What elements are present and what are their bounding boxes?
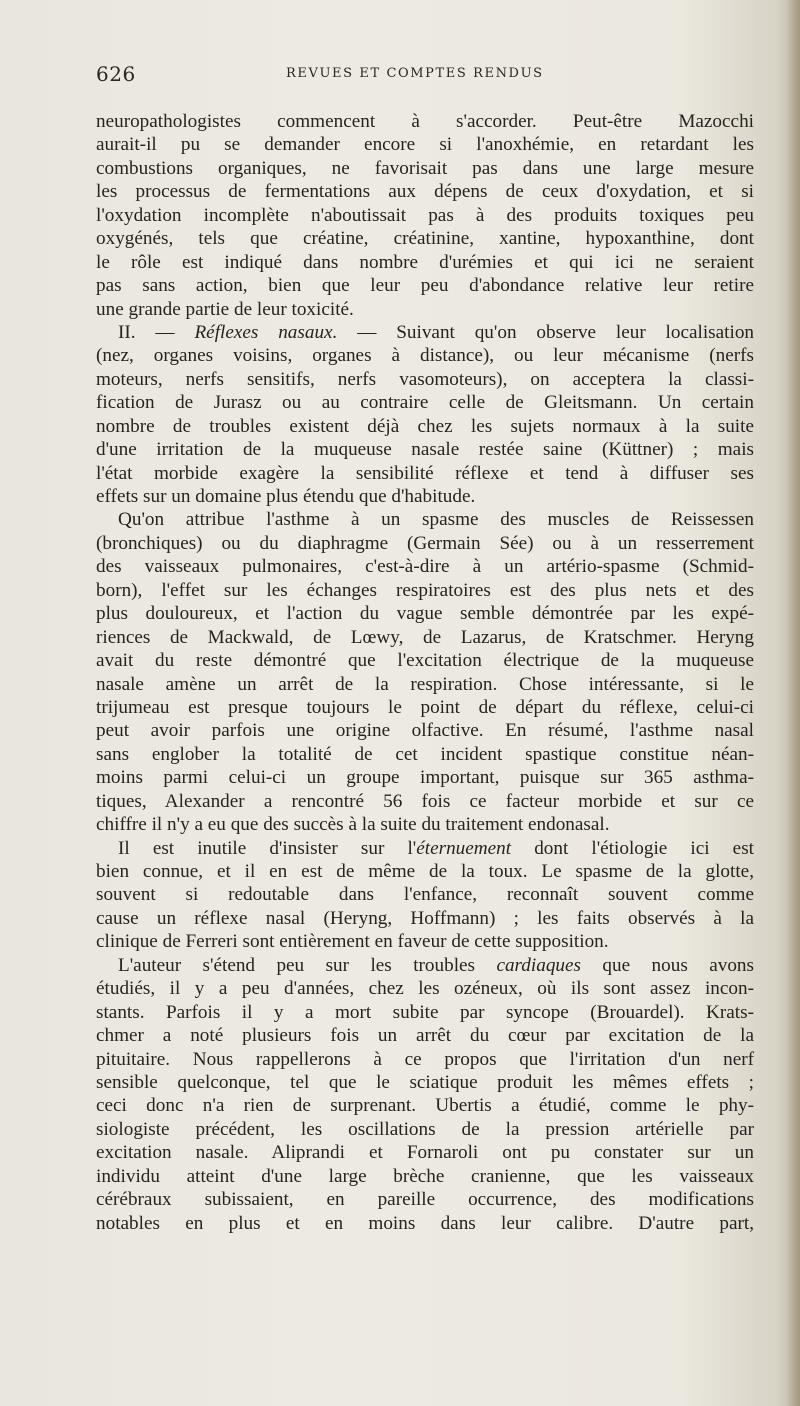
text-line: étudiés, il y a peu d'années, chez les ozéneux, où ils sont assez incon- bbox=[96, 978, 754, 1000]
text-line: le rôle est indiqué dans nombre d'urémies et qui ici ne seraient bbox=[96, 251, 754, 273]
text-line: neuropathologistes commencent à s'accorder. Peut-être Mazocchi bbox=[96, 111, 754, 132]
text-line: nasale amène un arrêt de la respiration. Chose intéressante, si le bbox=[96, 673, 754, 695]
text-segment: — Suivant qu'on observe leur localisation bbox=[337, 321, 755, 343]
text-line bbox=[96, 954, 754, 977]
text-segment: II. — bbox=[118, 321, 195, 343]
text-line bbox=[96, 837, 754, 860]
text-line: chmer a noté plusieurs fois un arrêt du cœur par excitation de la bbox=[96, 1025, 754, 1047]
text-line: ceci donc n'a rien de surprenant. Ubertis a étudié, comme le phy- bbox=[96, 1095, 754, 1117]
text-line: stants. Parfois il y a mort subite par syncope (Brouardel). Krats- bbox=[96, 1001, 754, 1023]
text-line: cause un réflexe nasal (Heryng, Hoffmann) ; les faits observés à la bbox=[96, 907, 754, 929]
text-line: (nez, organes voisins, organes à distance), ou leur mécanisme (nerfs bbox=[96, 345, 754, 367]
text-line: siologiste précédent, les oscillations de la pression artérielle par bbox=[96, 1118, 754, 1140]
text-line: fication de Jurasz ou au contraire celle de Gleitsmann. Un certain bbox=[96, 392, 754, 414]
text-line: tiques, Alexander a rencontré 56 fois ce facteur morbide et sur ce bbox=[96, 790, 754, 812]
italic-term: éternuement bbox=[416, 837, 512, 859]
text-line: sensible quelconque, tel que le sciatique produit les mêmes effets ; bbox=[96, 1071, 754, 1093]
text-line: d'une irritation de la muqueuse nasale restée saine (Küttner) ; mais bbox=[96, 439, 754, 461]
text-line: cérébraux subissaient, en pareille occurrence, des modifications bbox=[96, 1189, 754, 1211]
text-line: chiffre il n'y a eu que des succès à la suite du traitement endonasal. bbox=[96, 814, 610, 836]
page-header bbox=[96, 62, 758, 90]
text-line: excitation nasale. Aliprandi et Fornaroli ont pu constater sur un bbox=[96, 1142, 754, 1164]
text-line: une grande partie de leur toxicité. bbox=[96, 298, 354, 320]
text-line: effets sur un domaine plus étendu que d'habitude. bbox=[96, 486, 476, 507]
page-number: 626 bbox=[96, 62, 136, 86]
page-gutter-shadow bbox=[786, 0, 800, 1406]
text-line: pas sans action, bien que leur peu d'abondance relative leur retire bbox=[96, 275, 754, 297]
text-line: born), l'effet sur les échanges respiratoires est des plus nets et des bbox=[96, 579, 754, 601]
text-line: avait du reste démontré que l'excitation électrique de la muqueuse bbox=[96, 650, 754, 672]
text-line: peut avoir parfois une origine olfactive. En résumé, l'asthme nasal bbox=[96, 720, 754, 742]
text-line bbox=[96, 321, 754, 344]
text-segment: Il est inutile d'insister sur l' bbox=[118, 837, 417, 859]
text-segment: L'auteur s'étend peu sur les troubles bbox=[118, 954, 497, 976]
running-title: REVUES ET COMPTES RENDUS bbox=[286, 66, 544, 81]
body-text bbox=[96, 110, 754, 1235]
text-line: moins parmi celui-ci un groupe important, puisque sur 365 asthma- bbox=[96, 767, 754, 789]
text-line: plus douloureux, et l'action du vague semble démontrée par les expé- bbox=[96, 603, 754, 625]
text-line: notables en plus et en moins dans leur calibre. D'autre part, bbox=[96, 1212, 754, 1234]
text-line: (bronchiques) ou du diaphragme (Germain Sée) ou à un resserrement bbox=[96, 532, 754, 554]
text-line: clinique de Ferreri sont entièrement en faveur de cette supposition. bbox=[96, 931, 609, 953]
text-line: les processus de fermentations aux dépens de ceux d'oxydation, et si bbox=[96, 181, 754, 203]
italic-term: cardiaques bbox=[496, 954, 581, 976]
text-line: individu atteint d'une large brèche cranienne, que les vaisseaux bbox=[96, 1165, 754, 1187]
text-line: l'état morbide exagère la sensibilité réflexe et tend à diffuser ses bbox=[96, 462, 754, 484]
text-line: sans englober la totalité de cet incident spastique constitue néan- bbox=[96, 743, 754, 765]
text-line: oxygénés, tels que créatine, créatinine, xantine, hypoxanthine, dont bbox=[96, 228, 754, 250]
text-line: pituitaire. Nous rappellerons à ce propos que l'irritation d'un nerf bbox=[96, 1048, 754, 1070]
italic-term: Réflexes nasaux. bbox=[194, 321, 338, 343]
text-segment: que nous avons bbox=[581, 954, 754, 976]
text-line: combustions organiques, ne favorisait pas dans une large mesure bbox=[96, 157, 754, 179]
text-segment: dont l'étiologie ici est bbox=[511, 837, 754, 859]
text-line: l'oxydation incomplète n'aboutissait pas à des produits toxiques peu bbox=[96, 204, 754, 226]
text-line: moteurs, nerfs sensitifs, nerfs vasomoteurs), on acceptera la classi- bbox=[96, 368, 754, 390]
text-line: bien connue, et il en est de même de la toux. Le spasme de la glotte, bbox=[96, 861, 754, 882]
text-line: souvent si redoutable dans l'enfance, reconnaît souvent comme bbox=[96, 884, 754, 906]
text-line: trijumeau est presque toujours le point de départ du réflexe, celui-ci bbox=[96, 696, 754, 718]
text-line: des vaisseaux pulmonaires, c'est-à-dire à un artério-spasme (Schmid- bbox=[96, 556, 754, 578]
text-line: aurait-il pu se demander encore si l'anoxhémie, en retardant les bbox=[96, 134, 754, 156]
text-line: riences de Mackwald, de Lœwy, de Lazarus, de Kratschmer. Heryng bbox=[96, 626, 754, 648]
text-line: Qu'on attribue l'asthme à un spasme des muscles de Reissessen bbox=[118, 509, 754, 531]
text-line: nombre de troubles existent déjà chez les sujets normaux à la suite bbox=[96, 415, 754, 437]
